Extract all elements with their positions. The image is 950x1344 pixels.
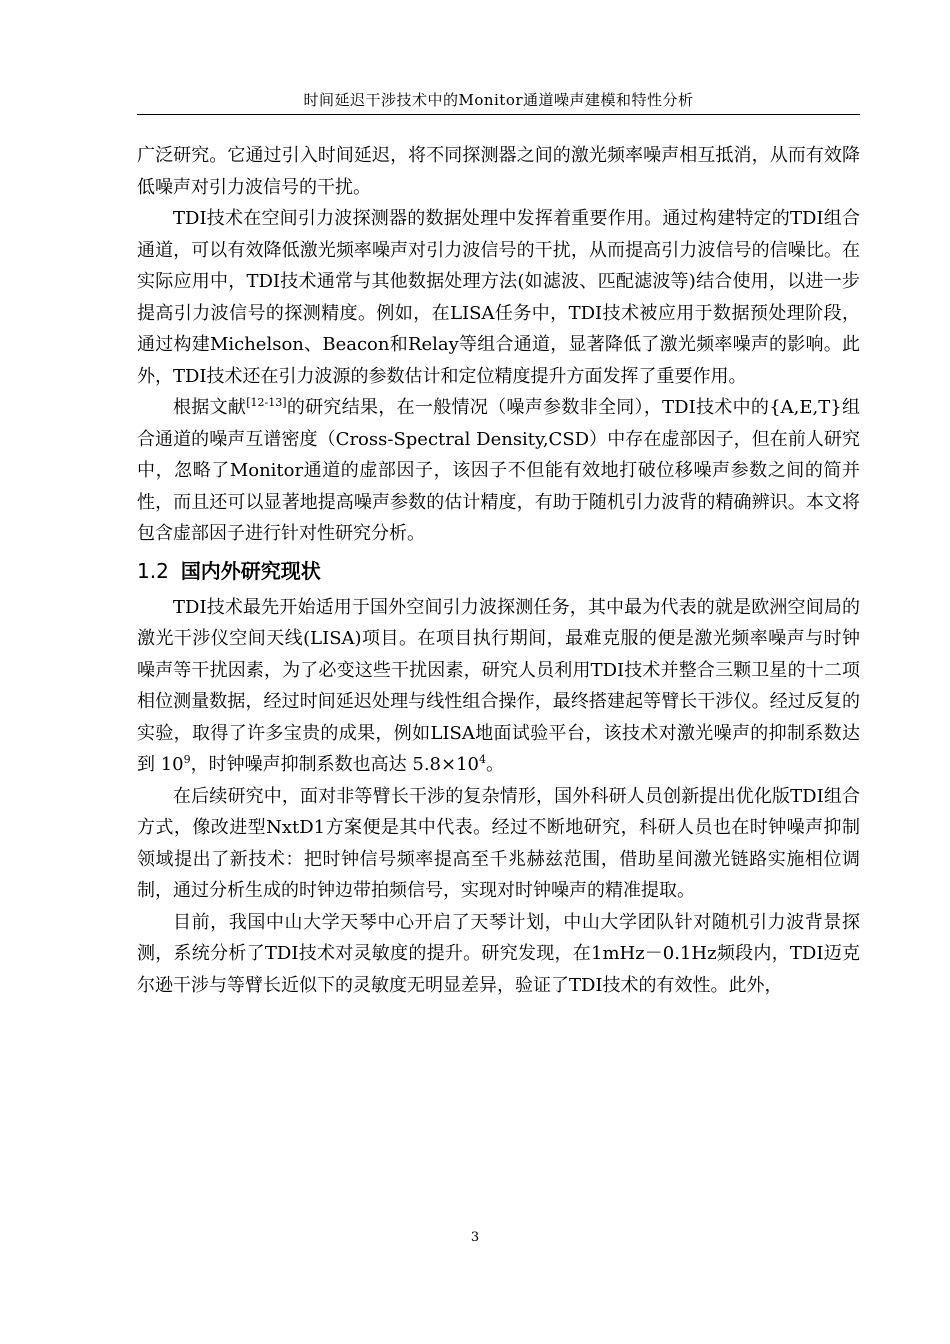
page-number: 3 [470,1230,480,1245]
paragraph-lisa [137,592,860,781]
citation: [12-13] [246,396,287,409]
paragraph-text: 。 [485,754,504,775]
running-header: 时间延迟干涉技术中的Monitor通道噪声建模和特性分析 [303,91,694,109]
paragraph-continuation: 广泛研究。它通过引入时间延迟，将不同探测器之间的激光频率噪声相互抵消，从而有效降低噪声对引力波信号的干扰。 [137,145,860,198]
section-number: 1.2 [137,558,169,583]
exponent: 4 [478,753,486,766]
paragraph-text: 根据文献 [173,397,247,418]
paragraph-follow-up: 在后续研究中，面对非等臂长干涉的复杂情形，国外科研人员创新提出优化版TDI组合方式，像改进型NxtD1方案便是其中代表。经过不断地研究，科研人员也在时钟噪声抑制领域提出了新技术：把时钟信号频率提高至千兆赫兹范围，借助星间激光链路实施相位调制，通过分析生成的时钟边带拍频信号，实现对时钟噪声的精准提取。 [137,785,860,901]
paragraph-tdi-role: TDI技术在空间引力波探测器的数据处理中发挥着重要作用。通过构建特定的TDI组合通道，可以有效降低激光频率噪声对引力波信号的干扰，从而提高引力波信号的信噪比。在实际应用中，TDI技术通常与其他数据处理方法(如滤波、匹配滤波等)结合使用，以进一步提高引力波信号的探测精度。例如，在LISA任务中，TDI技术被应用于数据预处理阶段，通过构建Michelson、Beacon和Relay等组合通道，显著降低了激光频率噪声的影响。此外，TDI技术还在引力波源的参数估计和定位精度提升方面发挥了重要作用。 [137,208,860,387]
paragraph-text: TDI技术最先开始适用于国外空间引力波探测任务，其中最为代表的就是欧洲空间局的激光干涉仪空间天线(LISA)项目。在项目执行期间，最难克服的便是激光频率噪声与时钟噪声等干扰因素，为了必变这些干扰因素，研究人员利用TDI技术并整合三颗卫星的十二项相位测量数据，经过时间延迟处理与线性组合操作，最终搭建起等臂长干涉仪。经过反复的实验，取得了许多宝贵的成果，例如LISA地面试验平台，该技术对激光噪声的抑制系数达到 10 [137,596,860,775]
section-heading [137,554,860,588]
body-text [137,140,860,1001]
section-title: 国内外研究现状 [180,558,321,583]
paragraph-text: ，时钟噪声抑制系数也高达 5.8×10 [190,754,479,775]
paragraph-research-basis [137,392,860,550]
exponent: 9 [183,753,191,766]
header-rule [137,114,860,115]
paragraph-text: 的研究结果，在一般情况（噪声参数非全同），TDI技术中的{A,E,T}组合通道的噪声互谱密度（Cross-Spectral Density,CSD）中存在虚部因子，但在前人研究中，忽略了Monitor通道的虚部因子，该因子不但能有效地打破位移噪声参数之间的简并性，而且还可以显著地提高噪声参数的估计精度，有助于随机引力波背的精确辨识。本文将包含虚部因子进行针对性研究分析。 [137,397,861,544]
paragraph-taiji: 目前，我国中山大学天琴中心开启了天琴计划，中山大学团队针对随机引力波背景探测，系统分析了TDI技术对灵敏度的提升。研究发现，在1mHz－0.1Hz频段内，TDI迈克尔逊干涉与等臂长近似下的灵敏度无明显差异，验证了TDI技术的有效性。此外， [137,911,860,996]
